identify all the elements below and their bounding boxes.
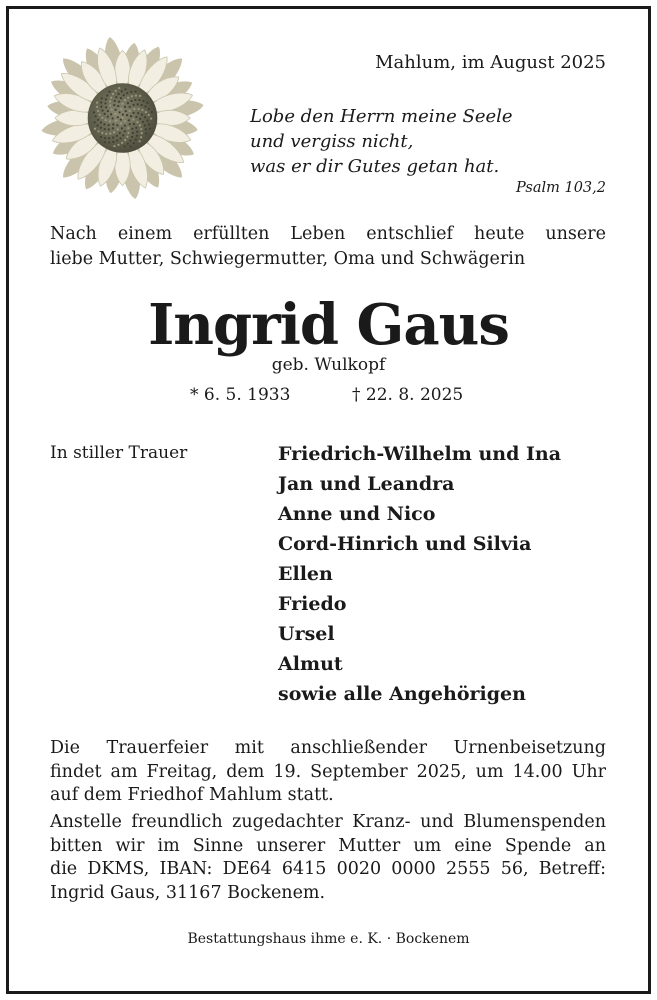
quote-source: Psalm 103,2 [516,180,606,196]
donation-line: Ingrid Gaus, 31167 Bockenem. [50,882,326,903]
sunflower-seed [104,102,106,104]
sunflower-seed [117,105,119,107]
sunflower-seed [118,101,120,103]
sunflower-seed [109,133,111,135]
sunflower-seed [129,123,131,125]
sunflower-seed [134,99,136,101]
sunflower-seed [133,104,135,106]
service-line: findet am Freitag, dem 19. September 2025, um 14.00 Uhr [50,761,606,782]
sunflower-seed [124,120,126,122]
sunflower-seed [122,134,124,136]
sunflower-seed [130,91,132,93]
sunflower-seed [146,102,148,104]
mourner-name: Almut [278,653,343,675]
sunflower-seed [135,139,137,141]
sunflower-seed [124,106,126,108]
sunflower-seed [120,123,122,125]
mourner-name: sowie alle Angehörigen [278,683,526,705]
sunflower-seed [112,127,114,129]
sunflower-seed [124,139,126,141]
mourner-name: Ursel [278,623,335,645]
sunflower-seed [115,96,117,98]
mourner-name: Jan und Leandra [278,473,455,495]
sunflower-seed [97,130,99,132]
sunflower-seed [141,114,143,116]
sunflower-seed [126,92,128,94]
sunflower-seed [135,94,137,96]
sunflower-seed [99,114,101,116]
sunflower-seed [112,93,114,95]
sunflower-seed [144,116,146,118]
intro-line: Nach einem erfüllten Leben entschlief heute unsere [50,224,606,244]
sunflower-seed [108,91,110,93]
sunflower-seed [131,136,133,138]
place-date: Mahlum, im August 2025 [375,52,606,73]
sunflower-seed [113,104,115,106]
sunflower-seed [108,128,110,130]
sunflower-seed [115,120,117,122]
sunflower-seed [132,118,134,120]
sunflower-seed [112,117,114,119]
sunflower-seed [146,119,148,121]
sunflower-seed [141,132,143,134]
mourning-label: In stiller Trauer [50,443,188,463]
sunflower-seed [100,101,102,103]
sunflower-seed [144,124,146,126]
sunflower-seed [125,110,127,112]
sunflower-seed [142,100,144,102]
sunflower-seed [121,117,123,119]
sunflower-seed [101,109,103,111]
donation-line: bitten wir im Sinne unserer Mutter um eine Spende an [50,835,606,856]
sunflower-seed [103,123,105,125]
sunflower-seed [100,127,102,129]
sunflower-seed [136,121,138,123]
sunflower-icon [35,33,210,203]
mourners-list [278,439,561,709]
sunflower-seed [119,132,121,134]
sunflower-seed [112,136,114,138]
sunflower-seed [109,120,111,122]
sunflower-seed [122,114,124,116]
sunflower-seed [129,110,131,112]
sunflower-seed [113,145,115,147]
sunflower-seed [140,128,142,130]
sunflower-seed [94,121,96,123]
sunflower-seed [116,140,118,142]
sunflower-seed [119,137,121,139]
deceased-name: Ingrid Gaus [148,292,509,358]
sunflower-seed [117,116,119,118]
sunflower-seed [137,103,139,105]
sunflower-seed [130,115,132,117]
sunflower-seed [137,108,139,110]
sunflower-seed [116,135,118,137]
sunflower-seed [108,137,110,139]
sunflower-seed [132,112,134,114]
mourner-name: Anne und Nico [278,503,436,525]
sunflower-seed [148,123,150,125]
sunflower-seed [94,128,96,130]
sunflower-seed [112,123,114,125]
sunflower-seed [104,141,106,143]
intro-line: liebe Mutter, Schwiegermutter, Oma und Schwägerin [50,249,526,269]
sunflower-seed [124,99,126,101]
sunflower-seed [134,90,136,92]
sunflower-seed [133,142,135,144]
sunflower-seed [105,133,107,135]
sunflower-seed [105,106,107,108]
quote-line: und vergiss nicht, [250,131,414,152]
sunflower-seed [145,128,147,130]
sunflower-seed [123,94,125,96]
sunflower-seed [139,124,141,126]
sunflower-seed [123,145,125,147]
sunflower-seed [100,106,102,108]
sunflower-seed [115,90,117,92]
sunflower-seed [148,108,150,110]
mourner-name: Cord-Hinrich und Silvia [278,533,532,555]
donation-line: Anstelle freundlich zugedachter Kranz- und Blumenspenden [50,812,606,832]
sunflower-seed [131,95,133,97]
sunflower-seed [128,119,130,121]
sunflower-seed [107,116,109,118]
sunflower-seed [101,132,103,134]
sunflower-seed [135,116,137,118]
sunflower-seed [108,141,110,143]
sunflower-seed [104,119,106,121]
donation-line: die DKMS, IBAN: DE64 6415 0020 0000 2555 56, Betreff: [50,859,606,879]
sunflower-seed [121,142,123,144]
sunflower-seed [133,108,135,110]
intro-text [50,222,606,272]
service-line: auf dem Friedhof Mahlum statt. [50,785,334,805]
quote-line: was er dir Gutes getan hat. [250,156,500,177]
sunflower-seed [115,109,117,111]
sunflower-seed [141,104,143,106]
sunflower-seed [137,112,139,114]
mourner-name: Friedrich-Wilhelm und Ina [278,443,562,465]
sunflower-seed [130,100,132,102]
sunflower-seed [120,108,122,110]
sunflower-seed [95,115,97,117]
sunflower-seed [121,127,123,129]
sunflower-seed [105,98,107,100]
sunflower-seed [117,128,119,130]
sunflower-seed [138,99,140,101]
birth-date: * 6. 5. 1933 [190,385,291,405]
sunflower-seed [118,87,120,89]
sunflower-seed [142,121,144,123]
sunflower-seed [106,94,108,96]
sunflower-seed [124,88,126,90]
sunflower-seed [126,136,128,138]
sunflower-seed [96,101,98,103]
death-date: † 22. 8. 2025 [352,385,464,405]
sunflower-seed [114,113,116,115]
sunflower-seed [127,132,129,134]
sunflower-seed [118,111,120,113]
sunflower-seed [104,128,106,130]
sunflower-seed [139,95,141,97]
sunflower-seed [107,124,109,126]
sunflower-seed [130,145,132,147]
sunflower-seed [133,123,135,125]
sunflower-seed [129,139,131,141]
sunflower-seed [114,100,116,102]
sunflower-seed [96,124,98,126]
sunflower-seed [127,143,129,145]
sunflower-seed [121,103,123,105]
sunflower-seed [149,128,151,130]
sunflower-seed [126,114,128,116]
sunflower-seed [135,127,137,129]
donation-request-text [50,811,606,905]
sunflower-seed [97,119,99,121]
sunflower-seed [140,136,142,138]
sunflower-seed [124,130,126,132]
service-line: Die Trauerfeier mit anschließender Urnenbeisetzung [50,738,606,758]
sunflower-seed [150,117,152,119]
sunflower-seed [120,119,122,121]
sunflower-seed [101,97,103,99]
sunflower-seed [112,141,114,143]
sunflower-seed [132,132,134,134]
sunflower-seed [144,105,146,107]
sunflower-seed [136,131,138,133]
sunflower-seed [127,127,129,129]
sunflower-seed [129,106,131,108]
sunflower-seed [107,110,109,112]
sunflower-seed [139,118,141,120]
sunflower-seed [113,131,115,133]
sunflower-seed [141,109,143,111]
funeral-service-text [50,737,606,808]
sunflower-seed [104,113,106,115]
sunflower-seed [116,124,118,126]
sunflower-seed [127,97,129,99]
sunflower-seed [145,111,147,113]
sunflower-seed [100,121,102,123]
sunflower-seed [93,111,95,113]
sunflower-seed [104,137,106,139]
sunflower-seed [145,132,147,134]
sunflower-seed [131,128,133,130]
mourner-name: Friedo [278,593,347,615]
sunflower-seed [109,104,111,106]
undertaker-credit: Bestattungshaus ihme e. K. · Bockenem [187,931,470,947]
sunflower-seed [110,97,112,99]
sunflower-seed [110,113,112,115]
sunflower-seed [148,114,150,116]
mourner-name: Ellen [278,563,333,585]
sunflower-seed [97,110,99,112]
sunflower-seed [124,124,126,126]
bible-quote [250,104,610,179]
sunflower-seed [127,102,129,104]
sunflower-seed [139,140,141,142]
sunflower-seed [96,106,98,108]
sunflower-seed [117,144,119,146]
quote-line: Lobe den Herrn meine Seele [250,106,513,127]
sunflower-seed [111,109,113,111]
sunflower-seed [120,97,122,99]
sunflower-seed [151,111,153,113]
sunflower-seed [121,90,123,92]
sunflower-seed [118,93,120,95]
maiden-name: geb. Wulkopf [271,355,386,375]
sunflower-seed [136,135,138,137]
sunflower-seed [109,100,111,102]
sunflower-seed [101,117,103,119]
sunflower-seed [100,136,102,138]
